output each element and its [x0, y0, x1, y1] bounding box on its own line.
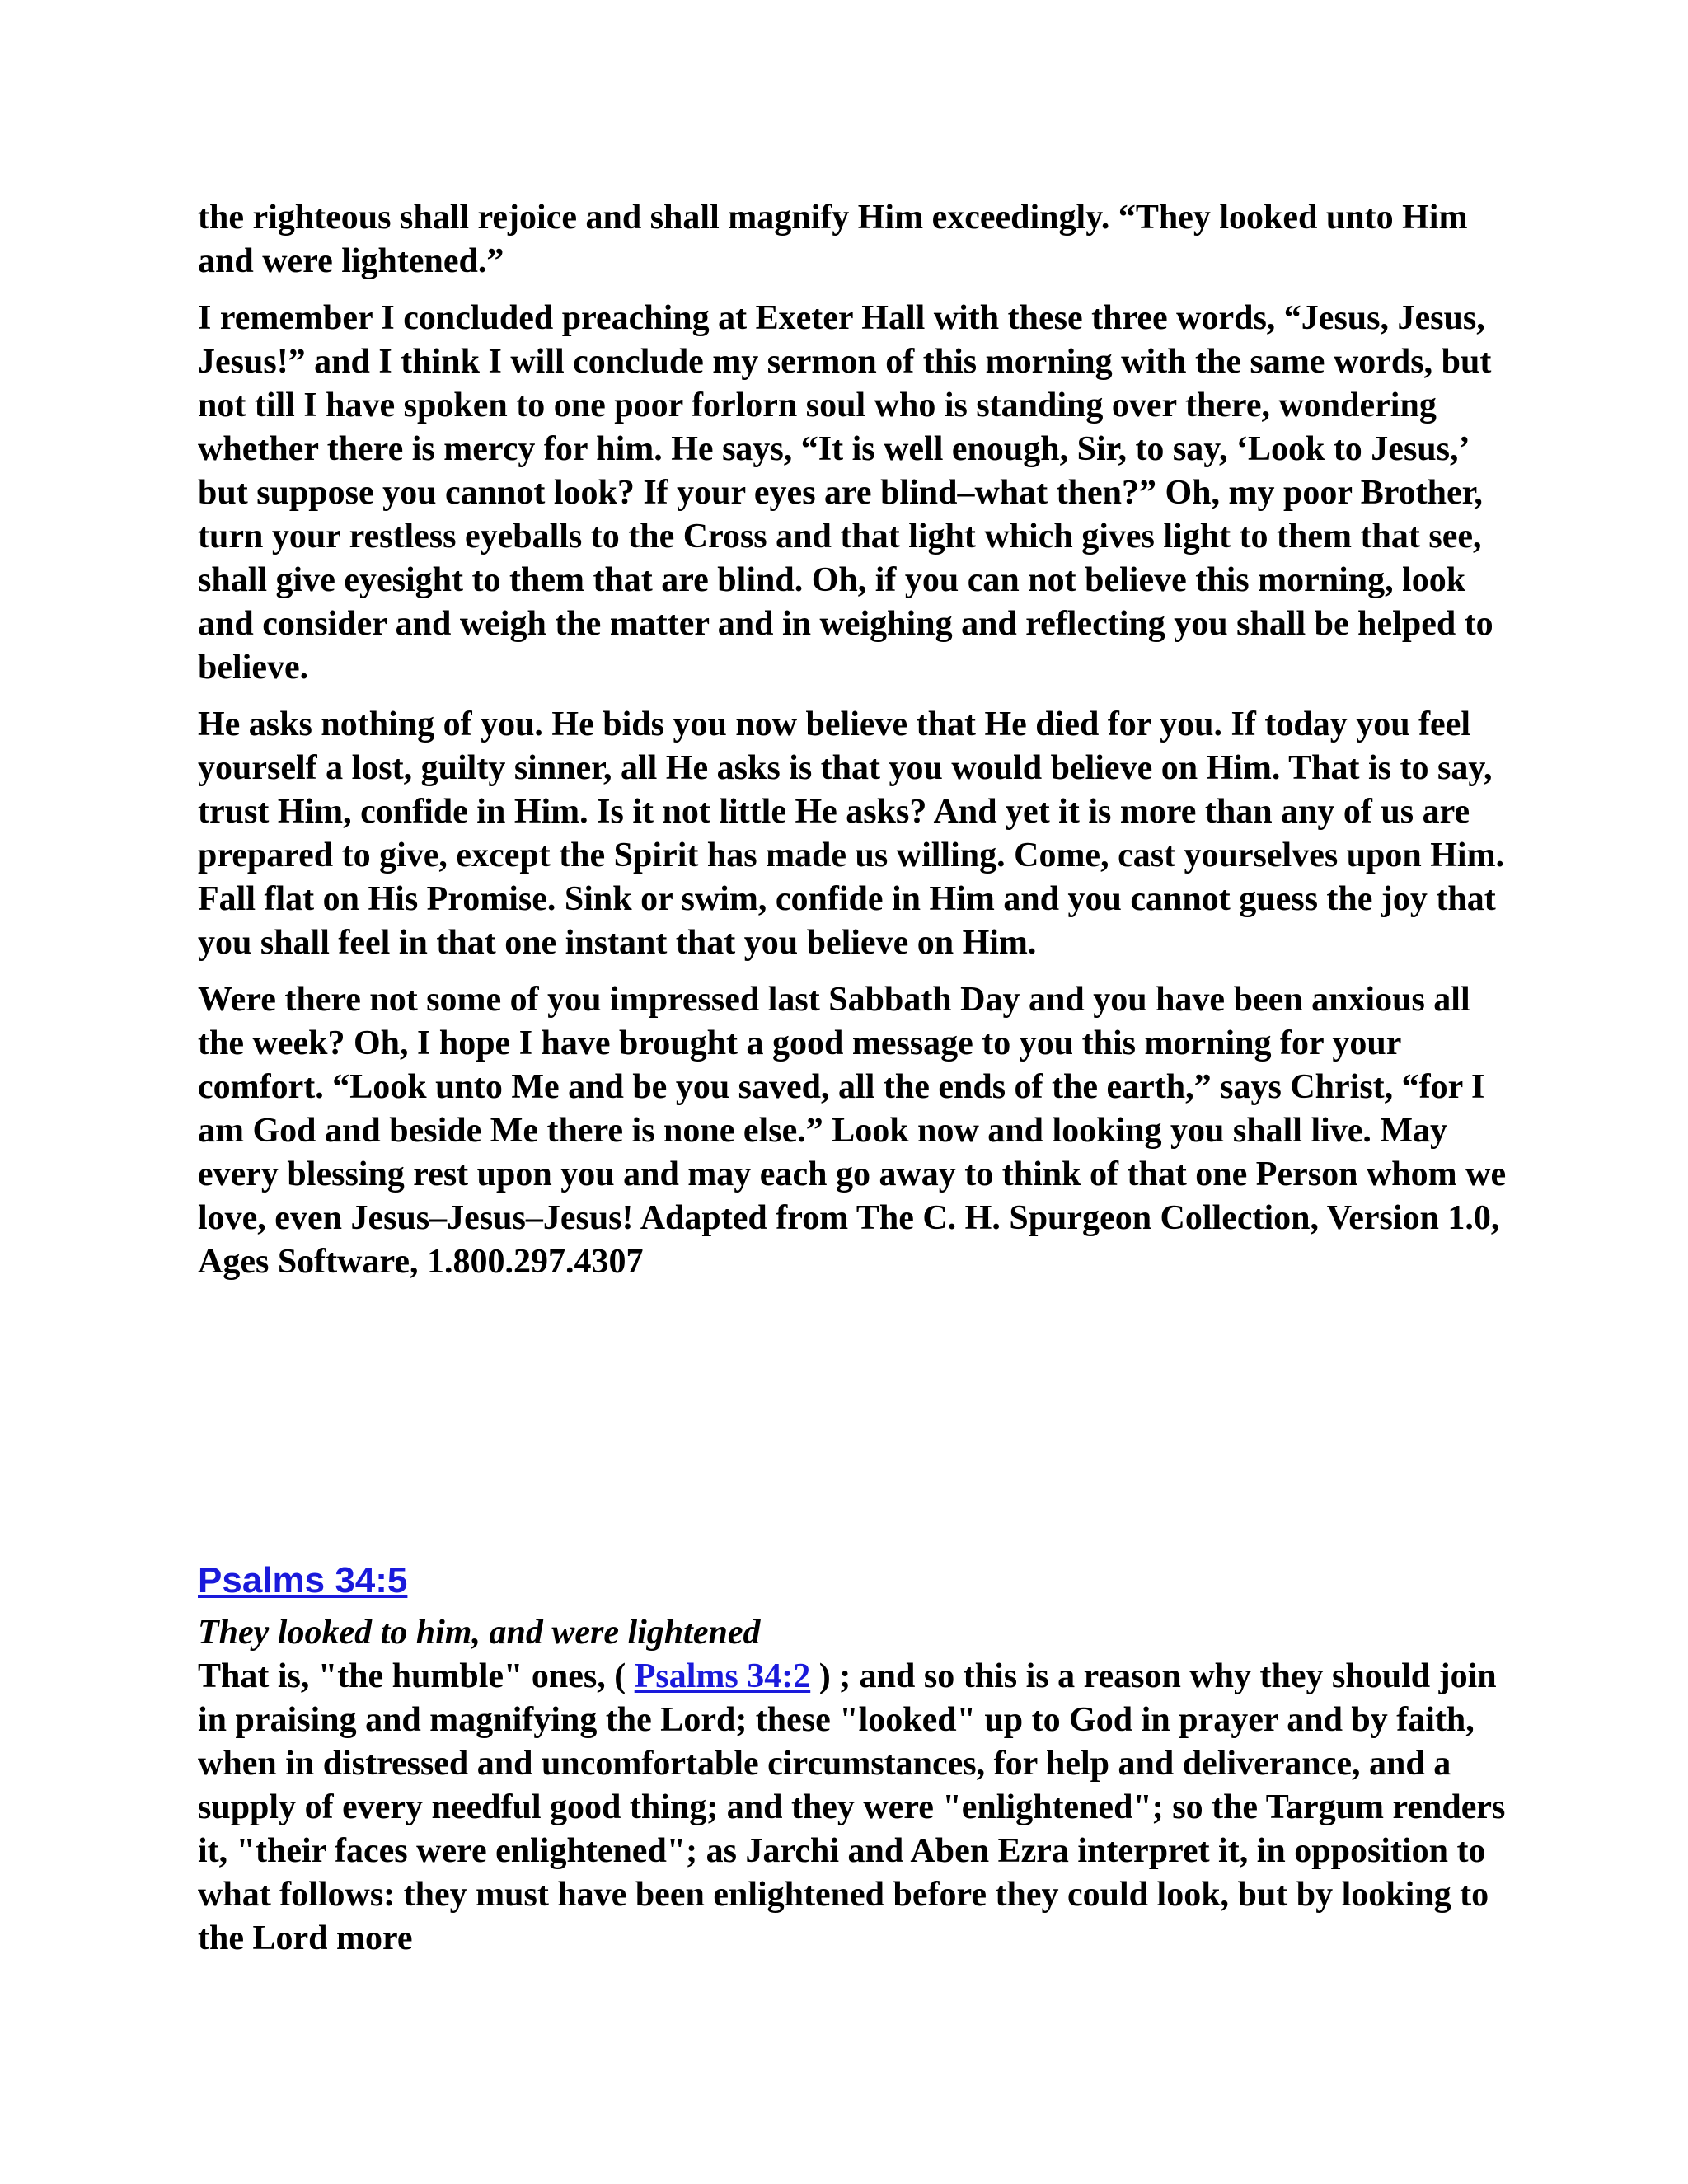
commentary-subheading: They looked to him, and were lightened	[198, 1614, 761, 1652]
commentary-text-body: ) ; and so this is a reason why they should join in praising and magnifying the Lord; these "looked" up to God in prayer and by faith, when in distressed and uncomfortable circumstances, for help and deliverance, and a supply of every needful good thing; and they were "enlightened"; so the Targum renders it, "their faces were enlightened"; as Jarchi and Aben Ezra interpret it, in opposition to what follows: they must have been enlightened before they could look, but by looking to the Lord more	[198, 1657, 1506, 1957]
commentary-text	[198, 1655, 1517, 1961]
commentary-section	[198, 1558, 1517, 1961]
sermon-paragraph-1: the righteous shall rejoice and shall magnify Him exceedingly. “They looked unto Him and were lightened.”	[198, 199, 1468, 280]
commentary-text-intro: That is, "the humble" ones, (	[198, 1657, 635, 1695]
sermon-paragraph-4: Were there not some of you impressed last Sabbath Day and you have been anxious all the week? Oh, I hope I have brought a good message to you this morning for your comfort. “Look unto Me and be you saved, all the ends of the earth,” says Christ, “for I am God and beside Me there is none else.” Look now and looking you shall live. May every blessing rest upon you and may each go away to think of that one Person whom we love, even Jesus–Jesus–Jesus! Adapted from The C. H. Spurgeon Collection, Version 1.0, Ages Software, 1.800.297.4307	[198, 981, 1507, 1281]
psalms-34-2-link[interactable]: Psalms 34:2	[634, 1657, 811, 1695]
commentary-heading-link[interactable]: Psalms 34:5	[198, 1560, 408, 1601]
sermon-section	[198, 196, 1517, 1297]
sermon-paragraph-2: I remember I concluded preaching at Exeter Hall with these three words, “Jesus, Jesus, Jesus!” and I think I will conclude my sermon of this morning with the same words, but not till I have spoken to one poor forlorn soul who is standing over there, wondering whether there is mercy for him. He says, “It is well enough, Sir, to say, ‘Look to Jesus,’ but suppose you cannot look? If your eyes are blind–what then?” Oh, my poor Brother, turn your restless eyeballs to the Cross and that light which gives light to them that see, shall give eyesight to them that are blind. Oh, if you can not believe this morning, look and consider and weigh the matter and in weighing and reflecting you shall be helped to believe.	[198, 299, 1493, 687]
sermon-paragraph-3: He asks nothing of you. He bids you now believe that He died for you. If today you feel yourself a lost, guilty sinner, all He asks is that you would believe on Him. That is to say, trust Him, confide in Him. Is it not little He asks? And yet it is more than any of us are prepared to give, except the Spirit has made us willing. Come, cast yourselves upon Him. Fall flat on His Promise. Sink or swim, confide in Him and you cannot guess the joy that you shall feel in that one instant that you believe on Him.	[198, 705, 1505, 962]
